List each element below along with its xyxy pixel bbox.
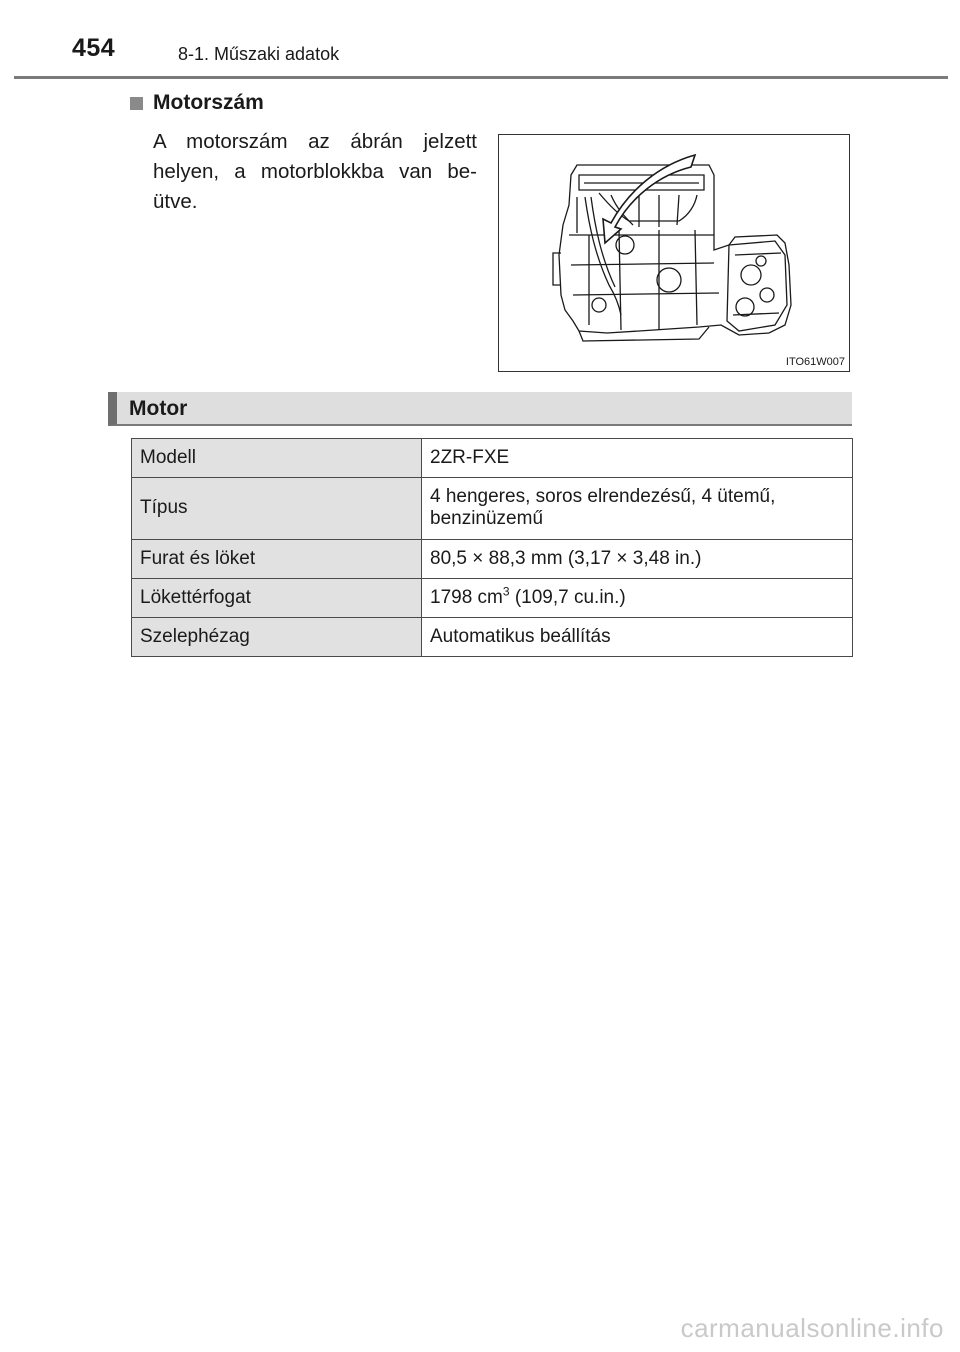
band-heading-motor [108,392,852,426]
watermark: carmanualsonline.info [680,1313,944,1343]
header-rule [14,76,948,79]
running-header: 8-1. Műszaki adatok [178,44,340,64]
engine-illustration [499,135,850,372]
displacement-exponent: 3 [502,584,510,599]
engine-number-text: A motorszám az ábrán jelzett helyen, a motorblokkba van be-ütve. [153,130,477,213]
table-value: 4 hengeres, soros elrendezésű, 4 ütemű, benzinüzemű [422,478,853,540]
section-heading-text: Motorszám [153,91,264,114]
table-value [422,579,853,618]
square-bullet-icon [130,97,143,110]
table-value: 2ZR-FXE [422,439,853,478]
spec-table [131,438,853,657]
table-label: Modell [132,439,422,478]
table-label: Típus [132,478,422,540]
displacement-imperial: (109,7 cu.in.) [509,586,626,608]
table-value: Automatikus beállítás [422,618,853,657]
table-row [132,618,853,657]
table-row [132,478,853,540]
table-label: Furat és löket [132,540,422,579]
displacement-value: 1798 cm [430,586,503,608]
section-heading-engine-number [130,91,264,115]
table-row [132,439,853,478]
table-value: 80,5 × 88,3 mm (3,17 × 3,48 in.) [422,540,853,579]
table-row [132,540,853,579]
engine-figure [498,134,850,372]
page-number: 454 [72,34,116,62]
table-row [132,579,853,618]
band-heading-text: Motor [129,397,188,420]
table-label: Szelephézag [132,618,422,657]
table-label: Lökettérfogat [132,579,422,618]
figure-code: ITO61W007 [785,356,845,368]
